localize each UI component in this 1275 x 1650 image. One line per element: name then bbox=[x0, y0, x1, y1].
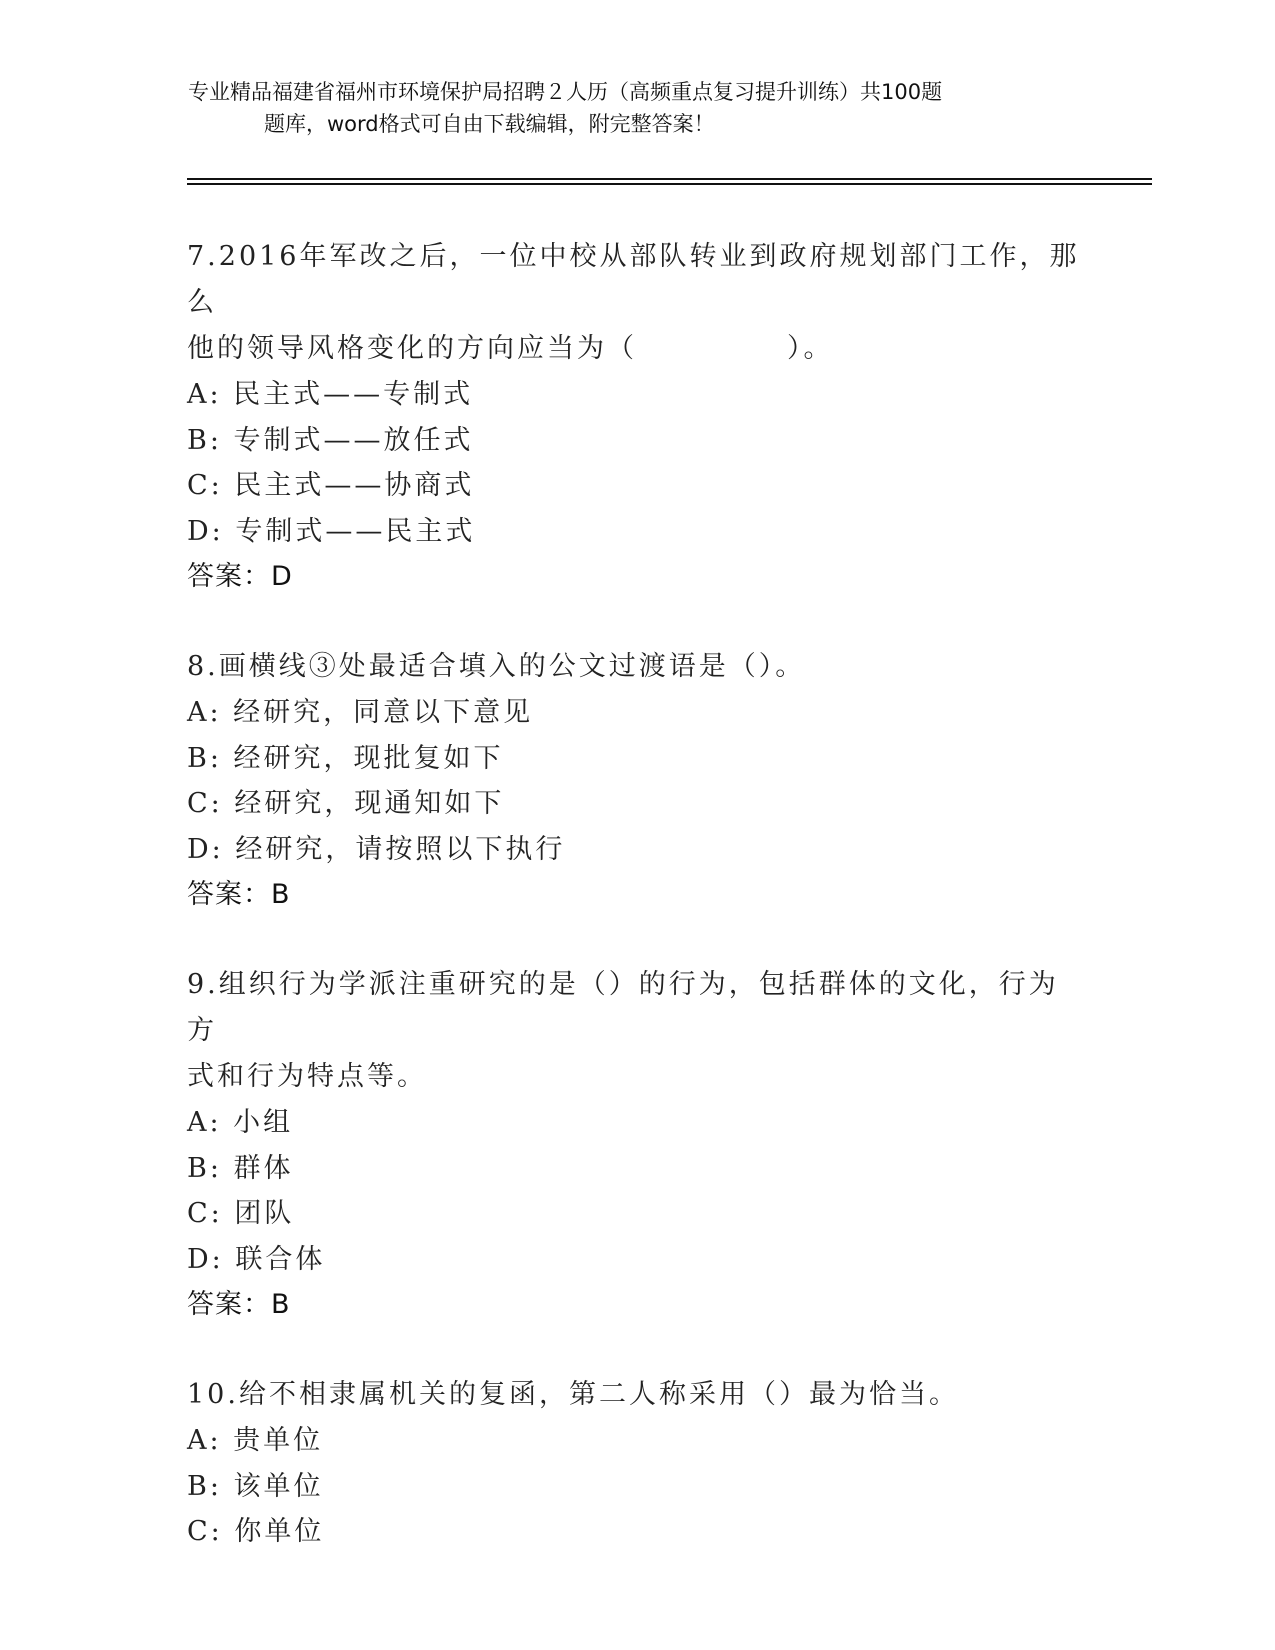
question-spacer bbox=[187, 600, 1087, 644]
option-b: B: 该单位 bbox=[187, 1470, 324, 1502]
question-stem-continued: 式和行为特点等。 bbox=[187, 1061, 427, 1092]
option-b: B: 经研究，现批复如下 bbox=[187, 742, 504, 774]
option-d: D: 经研究，请按照以下执行 bbox=[187, 833, 566, 865]
document-header bbox=[188, 76, 1088, 140]
question-stem: 7.2016年军改之后，一位中校从部队转业到政府规划部门工作，那么 bbox=[187, 241, 1080, 318]
question-spacer bbox=[187, 918, 1087, 962]
question-list bbox=[187, 234, 1087, 1555]
option-c: C: 团队 bbox=[187, 1198, 295, 1229]
option-c: C: 民主式——协商式 bbox=[187, 470, 475, 501]
question-10 bbox=[187, 1372, 1087, 1555]
question-8 bbox=[187, 644, 1087, 918]
option-c: C: 你单位 bbox=[187, 1516, 325, 1547]
question-stem: 10.给不相隶属机关的复函，第二人称采用（）最为恰当。 bbox=[187, 1379, 959, 1410]
question-stem: 9.组织行为学派注重研究的是（）的行为，包括群体的文化，行为方 bbox=[187, 969, 1059, 1046]
option-a: A: 民主式——专制式 bbox=[187, 379, 474, 410]
option-b: B: 群体 bbox=[187, 1152, 294, 1184]
answer-line: 答案：D bbox=[187, 561, 293, 592]
header-rule-top bbox=[187, 178, 1152, 180]
option-a: A: 小组 bbox=[187, 1107, 294, 1138]
question-spacer bbox=[187, 1328, 1087, 1372]
question-stem-continued: 他的领导风格变化的方向应当为（ ）。 bbox=[187, 333, 834, 364]
question-stem: 8.画横线③处最适合填入的公文过渡语是（）。 bbox=[187, 651, 806, 682]
answer-line: 答案：B bbox=[187, 879, 291, 910]
option-d: D: 专制式——民主式 bbox=[187, 515, 476, 547]
question-7 bbox=[187, 234, 1087, 600]
header-title-line-1: 专业精品福建省福州市环境保护局招聘２人历（高频重点复习提升训练）共100题 bbox=[188, 80, 943, 104]
option-b: B: 专制式——放任式 bbox=[187, 424, 474, 456]
header-rule-bottom bbox=[187, 183, 1152, 185]
option-c: C: 经研究，现通知如下 bbox=[187, 788, 505, 819]
header-title-line-2: 题库，word格式可自由下载编辑，附完整答案！ bbox=[264, 112, 715, 136]
question-9 bbox=[187, 962, 1087, 1328]
option-a: A: 经研究，同意以下意见 bbox=[187, 697, 534, 728]
option-a: A: 贵单位 bbox=[187, 1425, 324, 1456]
answer-line: 答案：B bbox=[187, 1289, 291, 1320]
option-d: D: 联合体 bbox=[187, 1243, 326, 1275]
